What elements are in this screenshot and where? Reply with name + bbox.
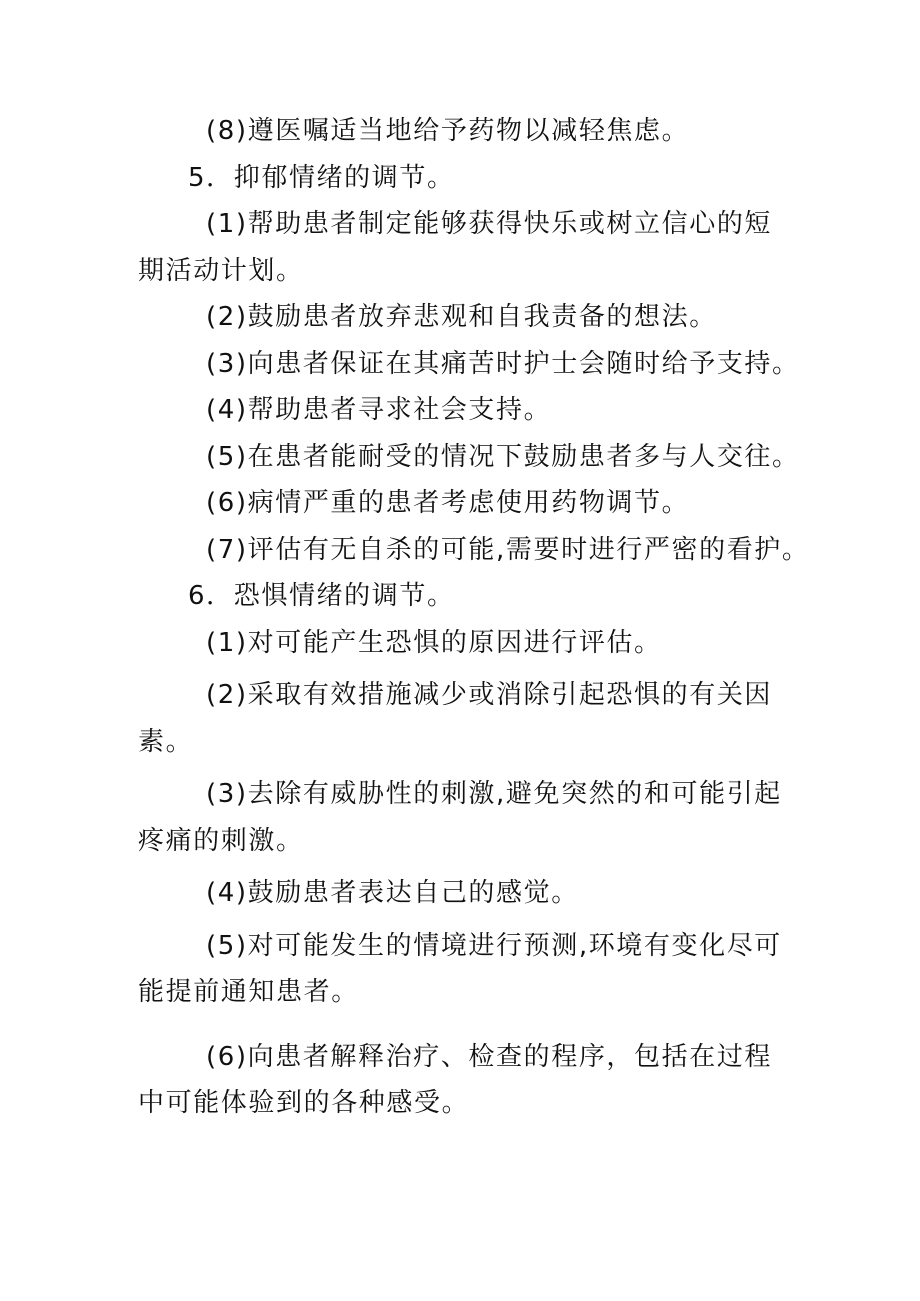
list-item: (1)对可能产生恐惧的原因进行评估。 [206,627,662,658]
list-item: (4)鼓励患者表达自己的感觉。 [206,878,579,908]
list-item: (2)采取有效措施减少或消除引起恐惧的有关因 [206,680,773,710]
list-item-continuation: 疼痛的刺激。 [138,825,304,856]
list-item: (2)鼓励患者放弃悲观和自我责备的想法。 [206,302,717,332]
list-item-continuation: 能提前通知患者。 [138,977,359,1007]
list-item: (3)去除有威胁性的刺激,避免突然的和可能引起 [206,779,782,809]
list-item: (1)帮助患者制定能够获得快乐或树立信心的短 [206,209,773,239]
document-body [138,108,810,1127]
list-item: (5)在患者能耐受的情况下鼓励患者多与人交往。 [206,441,800,472]
list-item: (5)对可能发生的情境进行预测,环境有变化尽可 [206,930,782,961]
list-item-continuation: 素。 [138,726,194,757]
list-item-continuation: 中可能体验到的各种感受。 [138,1088,470,1118]
section-heading: 5．抑郁情绪的调节。 [188,162,455,193]
list-item-continuation: 期活动计划。 [138,255,304,286]
list-item: (6)向患者解释治疗、检查的程序，包括在过程 [206,1041,773,1072]
section-heading: 6．恐惧情绪的调节。 [188,581,455,611]
list-item: (8)遵医嘱适当地给予药物以减轻焦虑。 [206,116,690,146]
list-item: (6)病情严重的患者考虑使用药物调节。 [206,488,690,518]
list-item: (3)向患者保证在其痛苦时护士会随时给予支持。 [206,348,800,379]
list-item: (4)帮助患者寻求社会支持。 [206,395,552,425]
list-item: (7)评估有无自杀的可能,需要时进行严密的看护。 [206,534,810,565]
